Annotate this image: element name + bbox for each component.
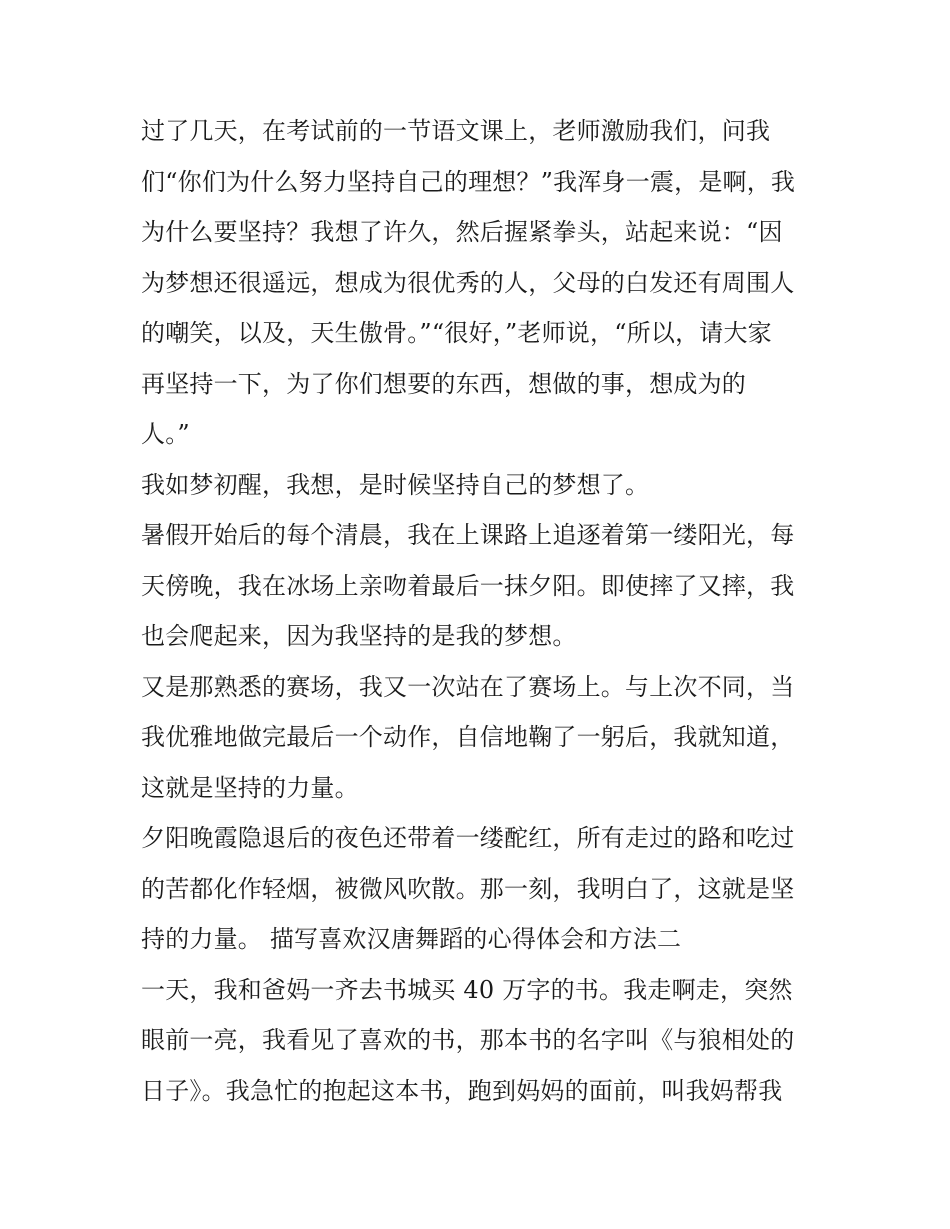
text-line: 为什么要坚持？我想了许久，然后握紧拳头，站起来说：“因 (141, 218, 783, 246)
text-line: 们“你们为什么努力坚持自己的理想？”我浑身一震，是啊，我 (141, 167, 796, 196)
text-line: 再坚持一下，为了你们想要的东西，想做的事，想成为的 (141, 369, 746, 398)
text-line: 的嘲笑，以及，天生傲骨。”“很好，”老师说，“所以，请大家 (141, 319, 772, 347)
text-line: 夕阳晚霞隐退后的夜色还带着一缕酡红，所有走过的路和吃过 (141, 824, 795, 852)
text-line: 我优雅地做完最后一个动作，自信地鞠了一躬后，我就知道， (141, 723, 795, 751)
text-line: 暑假开始后的每个清晨，我在上课路上追逐着第一缕阳光，每 (141, 521, 795, 549)
text-line: 我如梦初醒，我想，是时候坚持自己的梦想了。 (141, 470, 650, 499)
text-line: 一天，我和爸妈一齐去书城买 40 万字的书。我走啊走，突然 (141, 975, 793, 1004)
text-line: 天傍晚，我在冰场上亲吻着最后一抹夕阳。即使摔了又摔，我 (141, 571, 795, 600)
text-line: 持的力量。 描写喜欢汉唐舞蹈的心得体会和方法二 (141, 925, 682, 953)
text-line: 人。” (141, 420, 190, 448)
text-line: 也会爬起来，因为我坚持的是我的梦想。 (141, 622, 577, 650)
text-line: 日子》。我急忙的抱起这本书，跑到妈妈的面前，叫我妈帮我 (141, 1076, 783, 1105)
text-line: 眼前一亮，我看见了喜欢的书，那本书的名字叫《与狼相处的 (141, 1026, 795, 1054)
text-line: 过了几天，在考试前的一节语文课上，老师激励我们，问我 (141, 117, 771, 145)
text-line: 这就是坚持的力量。 (141, 773, 359, 802)
text-line: 又是那熟悉的赛场，我又一次站在了赛场上。与上次不同，当 (141, 672, 795, 701)
text-line: 的苦都化作轻烟，被微风吹散。那一刻，我明白了，这就是坚 (141, 874, 795, 903)
text-line: 为梦想还很遥远，想成为很优秀的人，父母的白发还有周围人 (141, 268, 795, 297)
document-body (141, 106, 816, 1116)
